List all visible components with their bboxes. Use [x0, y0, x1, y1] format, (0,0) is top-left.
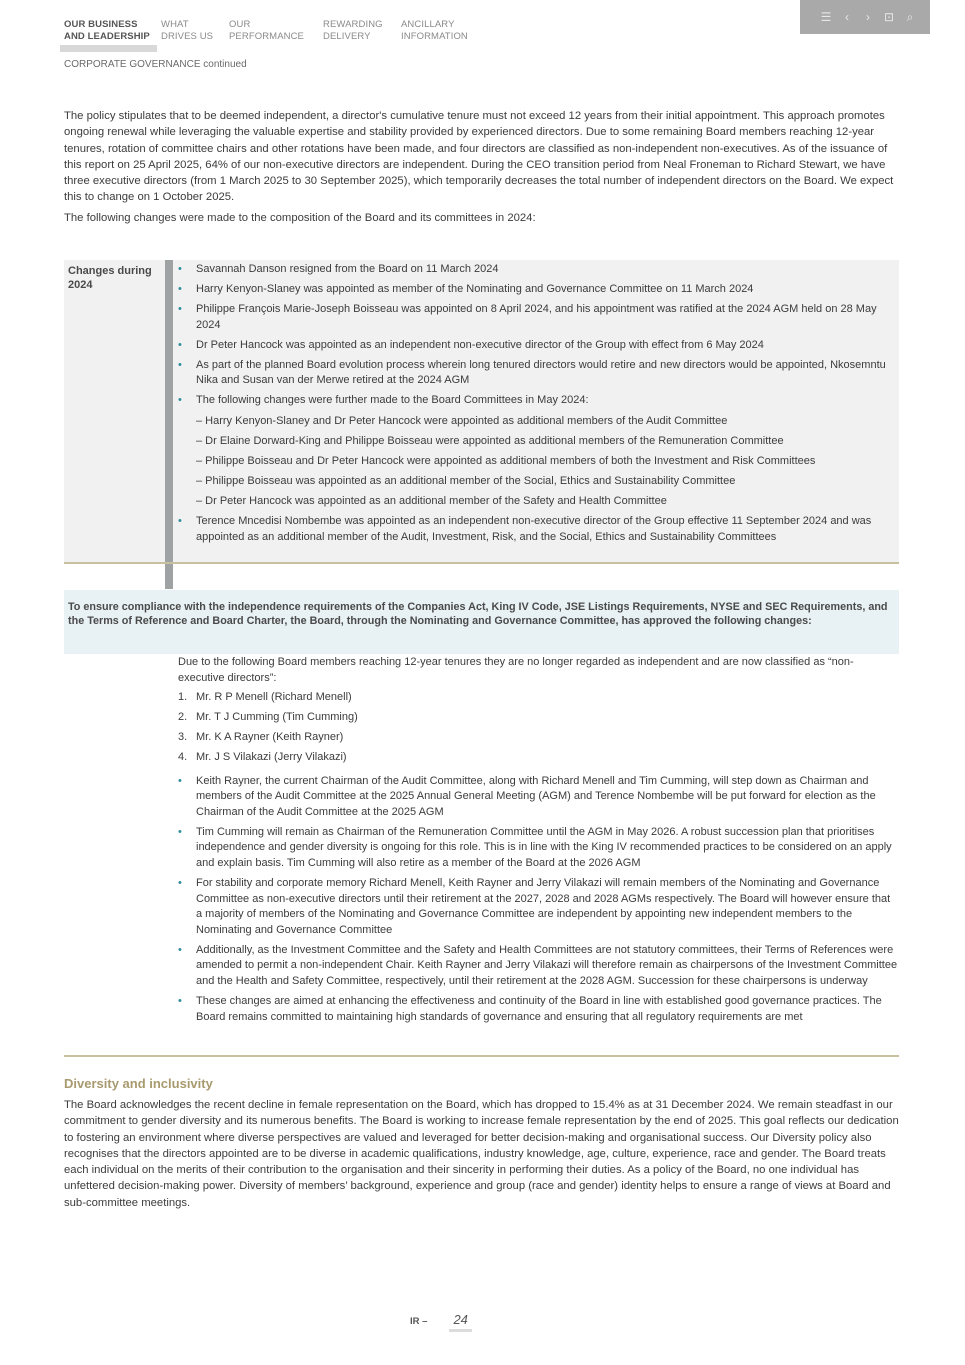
- active-tab-indicator: [60, 45, 157, 52]
- sub-list-item: – Philippe Boisseau and Dr Peter Hancock were appointed as additional members of both the Investment and Risk Committees: [196, 454, 816, 467]
- nav-tab-line1: OUR BUSINESS: [64, 19, 138, 30]
- nav-tab-line2: AND LEADERSHIP: [64, 30, 150, 42]
- item-number: 3.: [178, 731, 188, 744]
- nav-tab-line1: REWARDING: [323, 19, 383, 30]
- nav-tab-our-business[interactable]: [64, 19, 161, 42]
- list-item: • Keith Rayner, the current Chairman of the Audit Committee, along with Richard Menell and Tim Cumming, will step down as Chairman and members of the Audit Committee at the 2025 Annual General Meeting (AGM) and Terence Nombembe will be put forward for election as the Chairman of the Audit Committee at the 2025 AGM: [178, 774, 898, 821]
- item-number: 1.: [178, 691, 188, 703]
- list-item: • These changes are aimed at enhancing the effectiveness and continuity of the Board in line with established good governance practices. The Board remains committed to maintaining high standards of governance and ensuring that all regulatory requirements are met: [178, 994, 898, 1025]
- list-item: • Philippe François Marie-Joseph Boisseau was appointed on 8 April 2024, and his appointment was ratified at the 2024 AGM held on 28 May 2024: [178, 302, 898, 333]
- nav-tab-our-performance[interactable]: [229, 19, 323, 42]
- nav-tab-line2: DELIVERY: [323, 30, 371, 42]
- section-label: CORPORATE GOVERNANCE continued: [64, 59, 247, 70]
- footer-label: IR –: [410, 1316, 428, 1327]
- nav-tab-line2: INFORMATION: [401, 30, 468, 42]
- list-item: • Tim Cumming will remain as Chairman of the Remuneration Committee until the AGM in May 2026. A robust succession plan that prioritises independence and gender diversity is ongoing for this role. This is in line with the King IV recommended practices to be considered on an apply and explain basis. Tim Cumming will also retire as a member of the Board at the 2026 AGM: [178, 825, 898, 872]
- list-item: • Savannah Danson resigned from the Board on 11 March 2024: [178, 262, 898, 278]
- item-text: Mr. T J Cumming (Tim Cumming): [196, 711, 358, 724]
- list-item: • As part of the planned Board evolution process wherein long tenured directors would retire and new directors would be appointed, Nkosemntu Nika and Susan van der Merwe retired at the 2024 AGM: [178, 358, 898, 389]
- page-number: 24: [449, 1312, 471, 1332]
- menu-icon[interactable]: ☰: [820, 10, 832, 24]
- intro-section: [64, 108, 899, 230]
- sub-list-item: – Philippe Boisseau was appointed as an additional member of the Social, Ethics and Sustainability Committee: [196, 474, 736, 487]
- list-item: • For stability and corporate memory Richard Menell, Keith Rayner and Jerry Vilakazi will remain members of the Nominating and Governance Committee as non-executive directors until their retirement at the 2027, 2028 and 2028 AGMs respectively. The Board will however ensure that a majority of members of the Nominating and Governance Committee are independent by appointing new independent members to the Nominating and Governance Committee: [178, 876, 898, 938]
- numbered-item: [178, 690, 898, 706]
- item-text: Mr. K A Rayner (Keith Rayner): [196, 731, 344, 744]
- top-nav: [64, 19, 481, 42]
- numbered-list: [178, 690, 898, 766]
- nav-tab-line2: DRIVES US: [161, 30, 214, 42]
- list-item: • Terence Mncedisi Nombembe was appointed as an independent non-executive director of the Group effective 11 September 2024 and was appointed as an additional member of the Audit, Investment, Risk, and the Social, Ethics and Sustainability Committees: [178, 514, 898, 545]
- next-icon[interactable]: ›: [866, 10, 870, 24]
- list-item: • Harry Kenyon-Slaney was appointed as member of the Nominating and Governance Committee on 11 March 2024: [178, 282, 898, 298]
- changes-list: [178, 262, 898, 550]
- followup-bullets: [178, 774, 898, 1025]
- diversity-body: The Board acknowledges the recent decline in female representation on the Board, which has dropped to 15.4% as at 31 December 2024. We remain steadfast in our commitment to gender diversity and its numerous benefits. The Board is working to increase female representation by the end of 2025. This goal reflects our dedication to fostering an environment where diverse perspectives are valued and leveraged for better decision-making and organisational success. Our Diversity policy also recognises that the directors appointed are to be diverse in academic qualifications, industry knowledge, age, culture, experience, race and gender. The Board treats each individual on the merits of their contribution to the organisation and their sincerity in performing their duties. As a policy of the Board, no one individual has unfettered decision-making power. Diversity of members’ background, experience and group (race and gender) identity helps to ensure a range of views at Board and sub-committee meetings.: [64, 1099, 899, 1209]
- nav-tab-what-drives-us[interactable]: [161, 19, 229, 42]
- sub-list-item: – Harry Kenyon-Slaney and Dr Peter Hancock were appointed as additional members of the Audit Committee: [196, 414, 728, 427]
- followup-section: [178, 655, 898, 1030]
- list-item: • Additionally, as the Investment Committee and the Safety and Health Committees are not statutory committees, their Terms of References were amended to permit a non-independent Chair. Keith Rayner and Jerry Vilakazi will therefore remain as chairpersons of the Investment Committee and the Health and Safety Committee, respectively, until their retirement at the 2028 AGM. Succession for these chairpersons is underway: [178, 943, 898, 990]
- changes-divider-bar: [165, 260, 173, 589]
- changes-bottom-rule: [64, 562, 899, 564]
- followup-intro: Due to the following Board members reaching 12-year tenures they are no longer regarded as independent and are now classified as “non-executive directors”:: [178, 656, 854, 684]
- item-number: 4.: [178, 751, 188, 764]
- previous-icon[interactable]: ‹: [845, 10, 849, 24]
- toolbar: [800, 0, 930, 34]
- nav-tab-ancillary-information[interactable]: [401, 19, 481, 42]
- intro-paragraph: The policy stipulates that to be deemed independent, a director's cumulative tenure must not exceed 12 years from their initial appointment. This approach promotes ongoing renewal while leveraging the valuable expertise and stability provided by experienced directors. Due to some remaining Board members reaching 12-year tenures, rotation of committee chairs and other rotations have been made, and four directors are classified as non-independent non-executives. As of the issuance of this report on 25 April 2025, 64% of our non-executive directors are independent. During the CEO transition period from Neal Froneman to Richard Stewart, we have three executive directors (from 1 March 2025 to 30 September 2025), which temporarily decreases the total number of independent directors on the Board. We expect this to change on 1 October 2025.: [64, 110, 894, 204]
- nav-tab-line2: PERFORMANCE: [229, 30, 304, 42]
- item-text: Mr. R P Menell (Richard Menell): [196, 691, 352, 703]
- changes-title: Changes during 2024: [68, 265, 152, 291]
- item-number: 2.: [178, 711, 188, 724]
- nav-tab-rewarding-delivery[interactable]: [323, 19, 401, 42]
- nav-tab-line1: OUR: [229, 19, 251, 30]
- intro-lead: The following changes were made to the composition of the Board and its committees in 2024:: [64, 211, 536, 224]
- nav-tab-line1: WHAT: [161, 19, 189, 30]
- sub-list-item: – Dr Peter Hancock was appointed as an additional member of the Safety and Health Committee: [196, 494, 667, 507]
- numbered-item: [178, 750, 898, 766]
- section-rule: [64, 1055, 899, 1057]
- search-icon[interactable]: ⌕: [906, 9, 914, 24]
- diversity-heading: Diversity and inclusivity: [64, 1076, 213, 1091]
- page-footer: [410, 1312, 472, 1332]
- list-item: • Dr Peter Hancock was appointed as an independent non-executive director of the Group with effect from 6 May 2024: [178, 338, 898, 354]
- page-icon[interactable]: ⊡: [883, 10, 895, 24]
- item-text: Mr. J S Vilakazi (Jerry Vilakazi): [196, 751, 347, 764]
- numbered-item: [178, 710, 898, 726]
- nav-tab-line1: ANCILLARY: [401, 19, 455, 30]
- list-item: • The following changes were further made to the Board Committees in May 2024:: [178, 393, 898, 409]
- compliance-callout: To ensure compliance with the independence requirements of the Companies Act, King IV Code, JSE Listings Requirements, NYSE and SEC Requirements, and the Terms of Reference and Board Charter, the Board, through the Nominating and Governance Committee, has approved the following changes:: [64, 590, 899, 654]
- sub-list-item: – Dr Elaine Dorward-King and Philippe Boisseau were appointed as additional members of the Remuneration Committee: [196, 434, 784, 447]
- numbered-item: [178, 730, 898, 746]
